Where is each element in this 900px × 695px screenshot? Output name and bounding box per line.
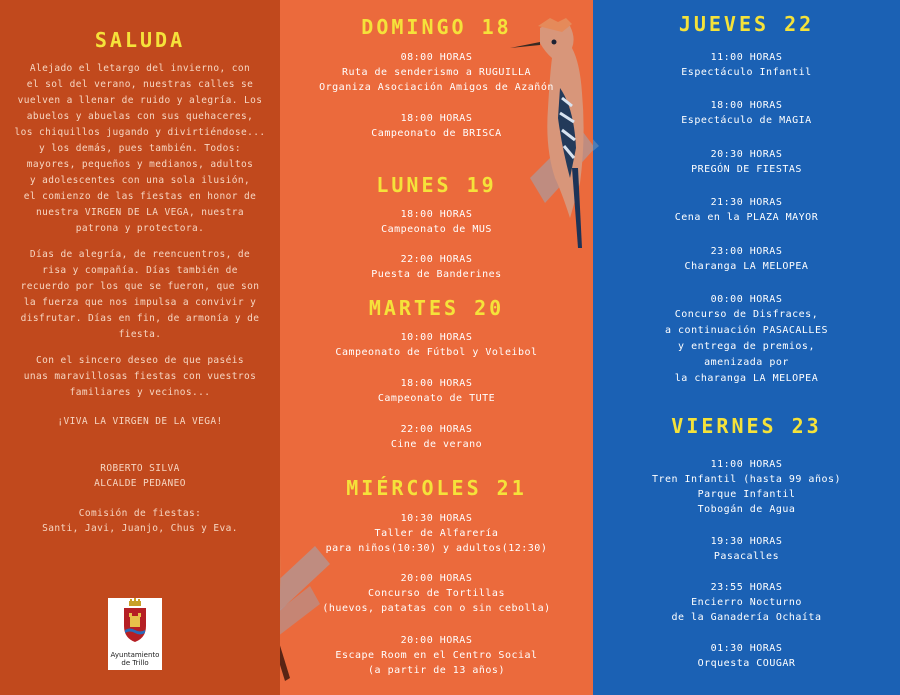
saluda-line: los chiquillos jugando y divirtiéndose... xyxy=(14,127,266,138)
saluda-line: unas maravillosas fiestas con vuestros xyxy=(23,371,257,382)
event-text: la charanga LA MELOPEA xyxy=(674,373,819,384)
event-text: Charanga LA MELOPEA xyxy=(684,261,809,272)
saluda-title: SALUDA xyxy=(94,28,186,52)
day-title-viernes: VIERNES 23 xyxy=(671,414,822,438)
event-time: 22:00 HORAS xyxy=(400,254,473,265)
day-title-martes: MARTES 20 xyxy=(368,296,505,320)
event-text: Puesta de Banderines xyxy=(371,269,502,280)
saluda-line: Alejado el letargo del invierno, con xyxy=(29,63,251,74)
saluda-line: disfrutar. Días en fin, de armonía y de xyxy=(20,313,260,324)
viva-line: ¡VIVA LA VIRGEN DE LA VEGA! xyxy=(57,416,223,427)
event-text: Campeonato de MUS xyxy=(381,224,492,235)
saluda-line: el sol del verano, nuestras calles se xyxy=(26,79,254,90)
event-text: Pasacalles xyxy=(713,551,780,562)
event-time: 20:00 HORAS xyxy=(400,635,473,646)
saluda-line: abuelos y abuelas con sus quehaceres, xyxy=(26,111,254,122)
event-text: Orquesta COUGAR xyxy=(697,658,796,669)
committee-label: Comisión de fiestas: xyxy=(78,508,202,519)
saluda-line: Días de alegría, de reencuentros, de xyxy=(29,249,251,260)
event-text: Taller de Alfarería xyxy=(374,528,499,539)
event-text: Tobogán de Agua xyxy=(697,504,796,515)
saluda-line: patrona y protectora. xyxy=(75,223,205,234)
event-text: amenizada por xyxy=(704,357,789,368)
event-text: para niños(10:30) y adultos(12:30) xyxy=(325,543,548,554)
event-time: 20:00 HORAS xyxy=(400,573,473,584)
event-time: 18:00 HORAS xyxy=(400,209,473,220)
event-text: Encierro Nocturno xyxy=(691,597,802,608)
event-text: a continuación PASACALLES xyxy=(664,325,828,336)
event-time: 08:00 HORAS xyxy=(400,52,473,63)
event-text: Campeonato de TUTE xyxy=(377,393,496,404)
event-time: 11:00 HORAS xyxy=(710,459,783,470)
signature-name: ROBERTO SILVA xyxy=(100,463,180,474)
event-text: Concurso de Tortillas xyxy=(368,588,505,599)
event-text: Espectáculo de MAGIA xyxy=(681,115,812,126)
saluda-line: y los demás, pues también. Todos: xyxy=(39,143,241,154)
event-time: 22:00 HORAS xyxy=(400,424,473,435)
saluda-line: vuelven a llenar de ruido y alegría. Los xyxy=(17,95,263,106)
logo-text-line: Ayuntamiento xyxy=(110,651,160,659)
saluda-line: fiesta. xyxy=(118,329,162,340)
event-text: y entrega de premios, xyxy=(678,341,815,352)
event-time: 10:00 HORAS xyxy=(400,332,473,343)
saluda-line: nuestra VIRGEN DE LA VEGA, nuestra xyxy=(35,207,245,218)
event-time: 18:00 HORAS xyxy=(400,378,473,389)
event-text: Espectáculo Infantil xyxy=(681,67,812,78)
town-hall-logo xyxy=(108,598,162,670)
event-time: 01:30 HORAS xyxy=(710,643,783,654)
saluda-line: risa y compañía. Días también de xyxy=(42,265,238,276)
event-text: Cine de verano xyxy=(390,439,483,450)
event-text: Tren Infantil (hasta 99 años) xyxy=(651,474,842,485)
event-text: (a partir de 13 años) xyxy=(368,665,505,676)
signature-role: ALCALDE PEDANEO xyxy=(94,478,186,489)
day-title-domingo: DOMINGO 18 xyxy=(361,15,512,39)
event-text: Concurso de Disfraces, xyxy=(674,309,819,320)
event-text: Ruta de senderismo a RUGUILLA xyxy=(341,67,532,78)
event-text: Cena en la PLAZA MAYOR xyxy=(674,212,819,223)
coat-of-arms-icon xyxy=(108,598,162,646)
saluda-line: Con el sincero deseo de que paséis xyxy=(35,355,245,366)
event-time: 23:55 HORAS xyxy=(710,582,783,593)
event-time: 18:00 HORAS xyxy=(710,100,783,111)
event-time: 23:00 HORAS xyxy=(710,246,783,257)
event-time: 18:00 HORAS xyxy=(400,113,473,124)
saluda-line: recuerdo por los que se fueron, que son xyxy=(20,281,260,292)
saluda-line: la fuerza que nos impulsa a convivir y xyxy=(23,297,257,308)
program-panel-right xyxy=(593,0,900,695)
event-text: PREGÓN DE FIESTAS xyxy=(691,164,802,175)
saluda-line: familiares y vecinos... xyxy=(69,387,211,398)
day-title-miercoles: MIÉRCOLES 21 xyxy=(346,476,527,500)
saluda-panel xyxy=(0,0,280,695)
event-time: 19:30 HORAS xyxy=(710,536,783,547)
event-text: Campeonato de BRISCA xyxy=(371,128,502,139)
event-time: 00:00 HORAS xyxy=(710,294,783,305)
event-text: Organiza Asociación Amigos de Azañón xyxy=(319,82,554,93)
saluda-line: mayores, pequeños y medianos, adultos xyxy=(26,159,254,170)
event-text: Campeonato de Fútbol y Voleibol xyxy=(335,347,538,358)
event-text: (huevos, patatas con o sin cebolla) xyxy=(322,603,551,614)
event-time: 20:30 HORAS xyxy=(710,149,783,160)
event-text: de la Ganadería Ochaíta xyxy=(671,612,822,623)
event-time: 11:00 HORAS xyxy=(710,52,783,63)
day-title-jueves: JUEVES 22 xyxy=(678,12,815,36)
event-text: Escape Room en el Centro Social xyxy=(335,650,538,661)
day-title-lunes: LUNES 19 xyxy=(376,173,497,197)
program-panel-middle xyxy=(280,0,593,695)
event-time: 10:30 HORAS xyxy=(400,513,473,524)
event-time: 21:30 HORAS xyxy=(710,197,783,208)
logo-text-line: de Trillo xyxy=(121,659,149,667)
committee-members: Santi, Javi, Juanjo, Chus y Eva. xyxy=(42,523,238,534)
event-text: Parque Infantil xyxy=(697,489,796,500)
saluda-line: el comienzo de las fiestas en honor de xyxy=(23,191,257,202)
saluda-line: y adolescentes con una sola ilusión, xyxy=(29,175,251,186)
